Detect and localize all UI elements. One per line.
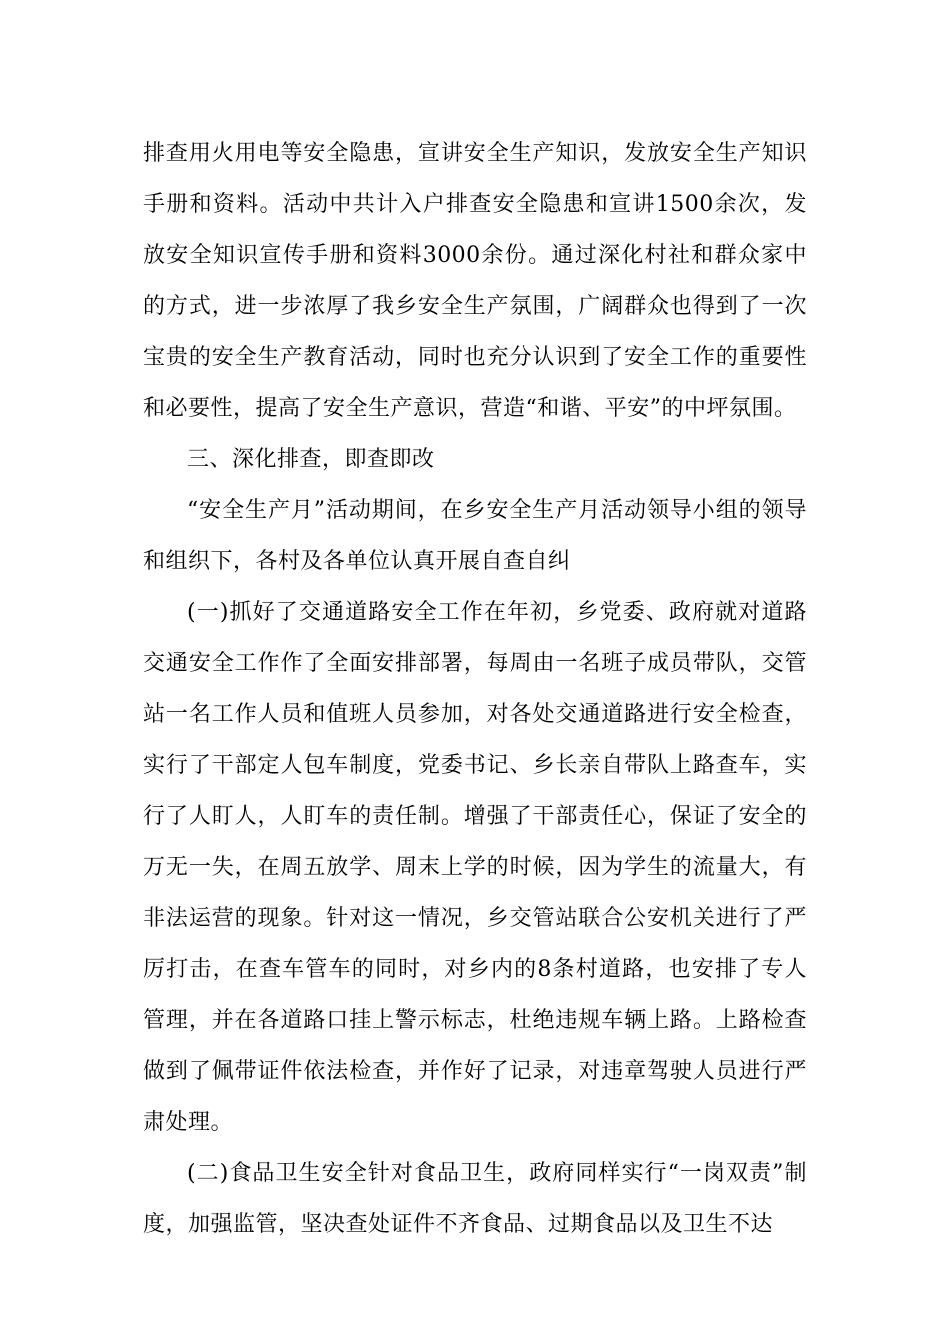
document-body: [143, 128, 807, 1250]
section-heading: 三、深化排查，即查即改: [187, 447, 435, 472]
paragraph-food-safety: (二)食品卫生安全针对食品卫生，政府同样实行“一岗双责”制度，加强监管，坚决查处证件不齐食品、过期食品以及卫生不达: [143, 1161, 807, 1237]
paragraph-safety-month: “安全生产月”活动期间，在乡安全生产月活动领导小组的领导和组织下，各村及各单位认真开展自查自纠: [143, 498, 807, 574]
paragraph-continued: 排查用火用电等安全隐患，宣讲安全生产知识，发放安全生产知识手册和资料。活动中共计入户排查安全隐患和宣讲1500余次，发放安全知识宣传手册和资料3000余份。通过深化村社和群众家中的方式，进一步浓厚了我乡安全生产氛围，广阔群众也得到了一次宝贵的安全生产教育活动，同时也充分认识到了安全工作的重要性和必要性，提高了安全生产意识，营造“和谐、平安”的中坪氛围。: [143, 141, 807, 421]
paragraph-traffic-safety: (一)抓好了交通道路安全工作在年初，乡党委、政府就对道路交通安全工作作了全面安排部署，每周由一名班子成员带队，交管站一名工作人员和值班人员参加，对各处交通道路进行安全检查，实行了干部定人包车制度，党委书记、乡长亲自带队上路查车，实行了人盯人，人盯车的责任制。增强了干部责任心，保证了安全的万无一失，在周五放学、周末上学的时候，因为学生的流量大，有非法运营的现象。针对这一情况，乡交管站联合公安机关进行了严厉打击，在查车管车的同时，对乡内的8条村道路，也安排了专人管理，并在各道路口挂上警示标志，杜绝违规车辆上路。上路检查做到了佩带证件依法检查，并作好了记录，对违章驾驶人员进行严肃处理。: [143, 600, 807, 1135]
